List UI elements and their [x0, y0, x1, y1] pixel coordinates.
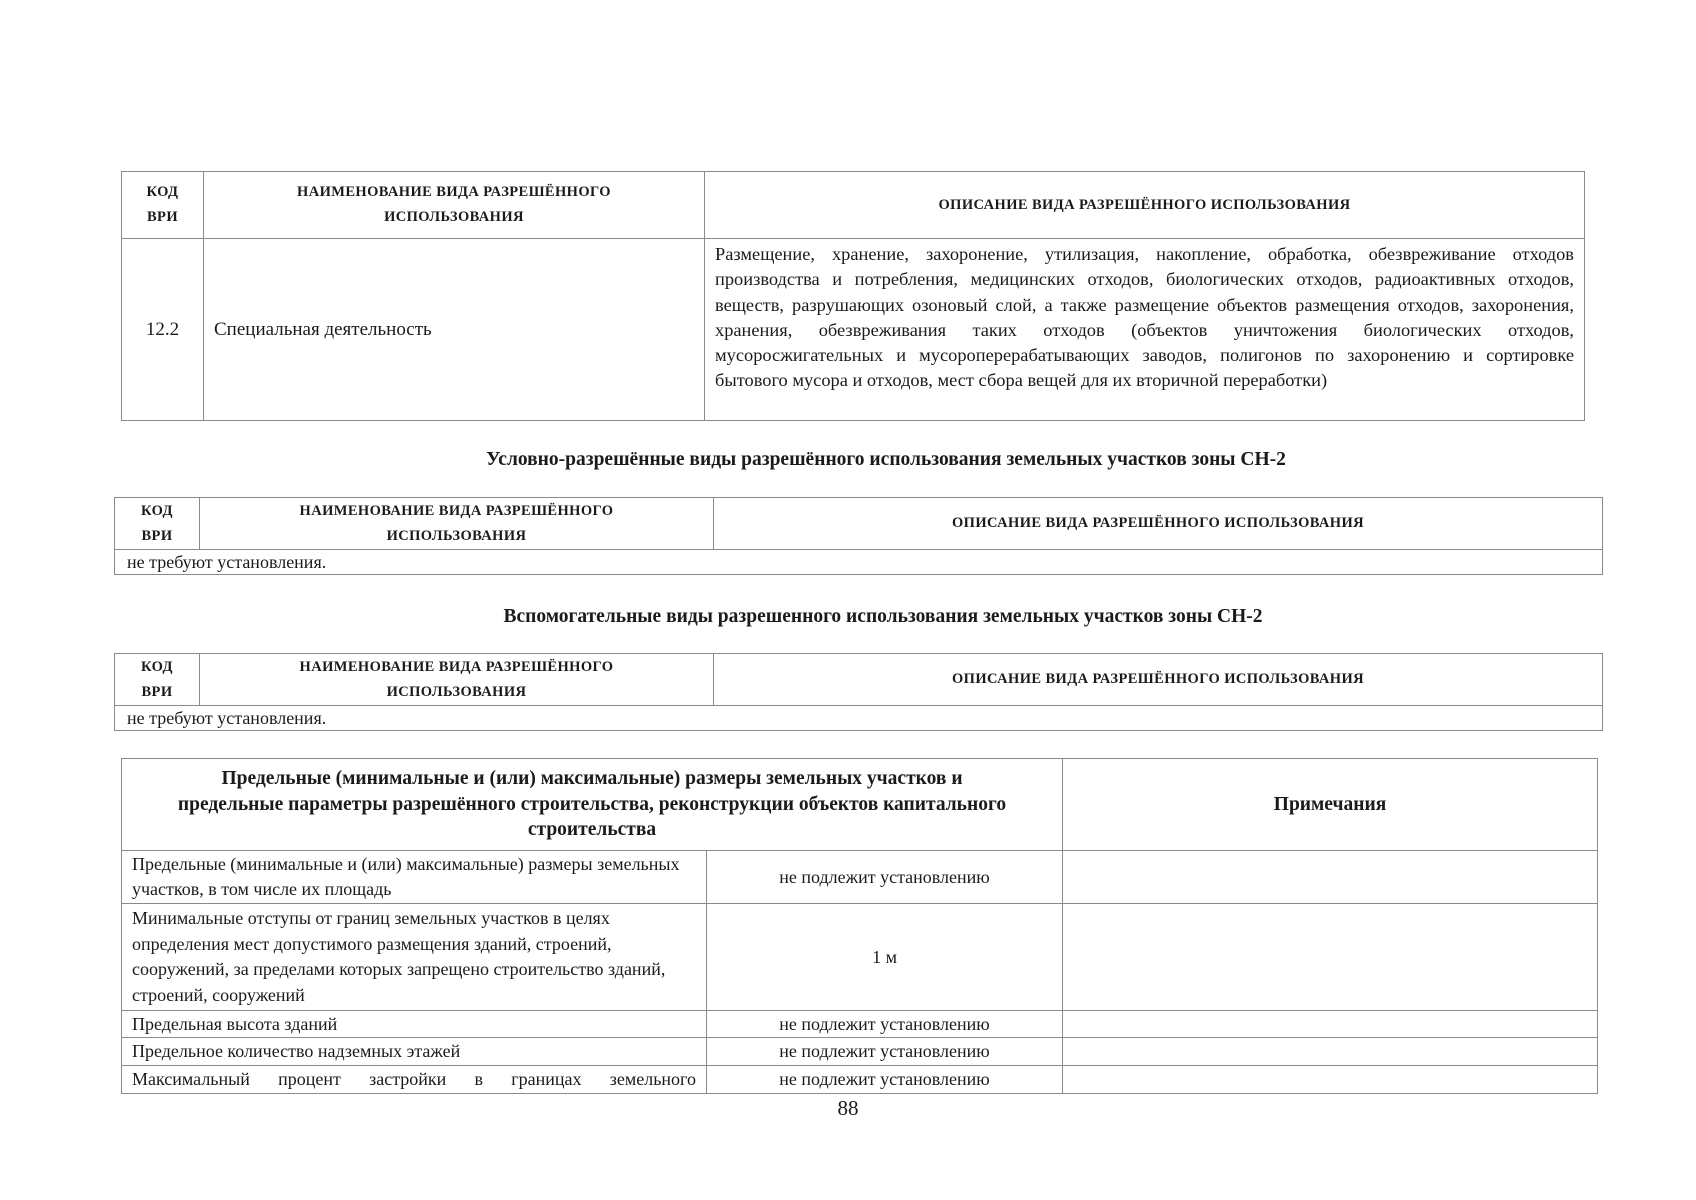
param-value: не подлежит установлению [707, 1011, 1063, 1038]
param-note [1063, 1038, 1598, 1066]
table-row [122, 1066, 1598, 1094]
auxiliary-uses-note: не требуют установления. [115, 706, 1603, 731]
main-uses-header-row [122, 172, 1585, 239]
conditional-uses-table [114, 497, 1603, 575]
col-name-header: НАИМЕНОВАНИЕ ВИДА РАЗРЕШЁННОГО ИСПОЛЬЗОВАНИЯ [204, 172, 705, 239]
param-value: не подлежит установлению [707, 1066, 1063, 1094]
table-row [122, 1011, 1598, 1038]
use-code: 12.2 [122, 239, 204, 421]
auxiliary-uses-header-row [115, 654, 1603, 706]
param-value: 1 м [707, 904, 1063, 1011]
table-row [122, 1038, 1598, 1066]
page-number: 88 [837, 1096, 859, 1120]
col-name-header: НАИМЕНОВАНИЕ ВИДА РАЗРЕШЁННОГО ИСПОЛЬЗОВАНИЯ [200, 498, 714, 550]
col-code-header: КОД ВРИ [115, 654, 200, 706]
use-name: Специальная деятельность [204, 239, 705, 421]
conditional-uses-note: не требуют установления. [115, 550, 1603, 575]
conditional-uses-title: Условно-разрешённые виды разрешённого использования земельных участков зоны СН-2 [486, 449, 1286, 470]
main-uses-table [121, 171, 1585, 421]
param-name: Предельное количество надземных этажей [122, 1038, 707, 1066]
param-name: Минимальные отступы от границ земельных участков в целях определения мест допустимого размещения зданий, строений, сооружений, за пределами которых запрещено строительство зданий, строений, сооружений [122, 904, 707, 1011]
use-description-text: Размещение, хранение, захоронение, утилизация, накопление, обработка, обезвреживание отходов производства и потребления, медицинских отходов, биологических отходов, радиоактивных отходов, веществ, разрушающих озоновый слой, а также размещение объектов размещения отходов, захоронения, хранения, обезвреживания таких отходов (объектов уничтожения биологических отходов, мусоросжигательных и мусороперерабатывающих заводов, полигонов по захоронению и сортировке бытового мусора и отходов, мест сбора вещей для их вторичной переработки) [715, 244, 1574, 391]
auxiliary-uses-title: Вспомогательные виды разрешенного использования земельных участков зоны СН-2 [503, 606, 1263, 627]
table-row [115, 706, 1603, 731]
conditional-uses-header-row [115, 498, 1603, 550]
param-note [1063, 851, 1598, 904]
col-code-header: КОД ВРИ [115, 498, 200, 550]
parameters-header-notes: Примечания [1063, 759, 1598, 851]
param-value: не подлежит установлению [707, 851, 1063, 904]
param-note [1063, 1066, 1598, 1094]
table-row [115, 550, 1603, 575]
table-row [122, 239, 1585, 421]
parameters-header-title: Предельные (минимальные и (или) максимальные) размеры земельных участков и предельные параметры разрешённого строительства, реконструкции объектов капитального строительства [122, 759, 1063, 851]
col-code-header: КОД ВРИ [122, 172, 204, 239]
auxiliary-uses-table [114, 653, 1603, 731]
col-description-header: ОПИСАНИЕ ВИДА РАЗРЕШЁННОГО ИСПОЛЬЗОВАНИЯ [705, 172, 1585, 239]
param-value: не подлежит установлению [707, 1038, 1063, 1066]
parameters-header-row [122, 759, 1598, 851]
col-description-header: ОПИСАНИЕ ВИДА РАЗРЕШЁННОГО ИСПОЛЬЗОВАНИЯ [714, 654, 1603, 706]
table-row [122, 904, 1598, 1011]
use-description [705, 239, 1585, 421]
table-row [122, 851, 1598, 904]
param-note [1063, 904, 1598, 1011]
parameters-table [121, 758, 1598, 1094]
param-note [1063, 1011, 1598, 1038]
param-name: Предельная высота зданий [122, 1011, 707, 1038]
col-name-header: НАИМЕНОВАНИЕ ВИДА РАЗРЕШЁННОГО ИСПОЛЬЗОВАНИЯ [200, 654, 714, 706]
param-name: Предельные (минимальные и (или) максимальные) размеры земельных участков, в том числе их площадь [122, 851, 707, 904]
param-name: Максимальный процент застройки в границах земельного [122, 1066, 707, 1094]
col-description-header: ОПИСАНИЕ ВИДА РАЗРЕШЁННОГО ИСПОЛЬЗОВАНИЯ [714, 498, 1603, 550]
